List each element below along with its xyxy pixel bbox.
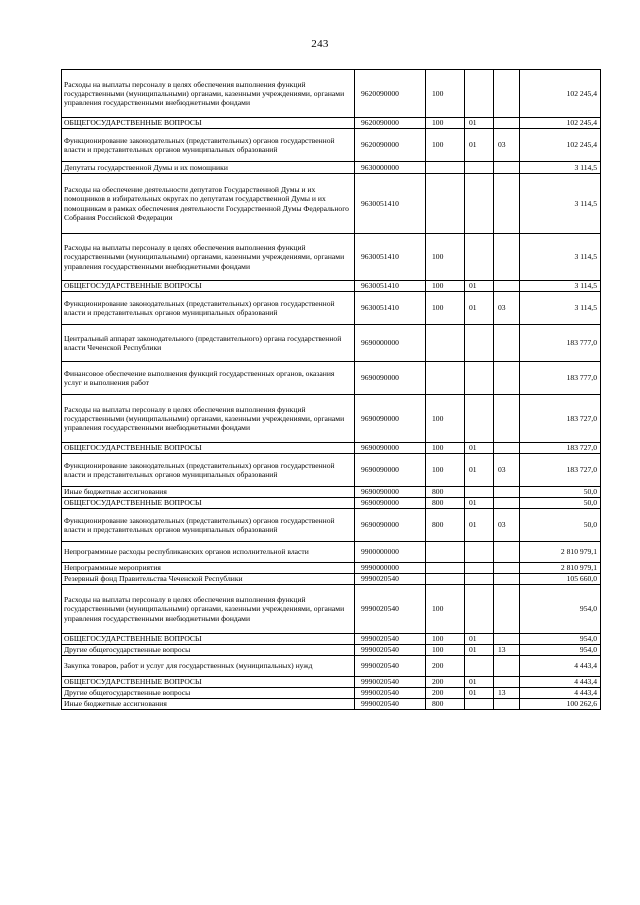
- cell-subsection: [494, 395, 520, 443]
- cell-section: [465, 699, 494, 710]
- cell-section: 01: [465, 292, 494, 325]
- page-number: 243: [311, 38, 329, 50]
- cell-subsection: [494, 234, 520, 281]
- cell-subsection: [494, 699, 520, 710]
- cell-section: 01: [465, 281, 494, 292]
- cell-expense-type: [426, 174, 465, 234]
- cell-code: 9630051410: [355, 292, 426, 325]
- cell-section: 01: [465, 688, 494, 699]
- cell-subsection: 03: [494, 129, 520, 162]
- cell-amount: 2 810 979,1: [520, 563, 601, 574]
- cell-section: [465, 234, 494, 281]
- cell-amount: 50,0: [520, 498, 601, 509]
- cell-expense-type: [426, 563, 465, 574]
- cell-section: [465, 542, 494, 563]
- cell-expense-type: 200: [426, 688, 465, 699]
- cell-section: 01: [465, 645, 494, 656]
- cell-name: ОБЩЕГОСУДАРСТВЕННЫЕ ВОПРОСЫ: [62, 634, 355, 645]
- cell-section: [465, 585, 494, 634]
- cell-section: 01: [465, 498, 494, 509]
- cell-code: 9690090000: [355, 487, 426, 498]
- cell-expense-type: 800: [426, 699, 465, 710]
- cell-expense-type: [426, 162, 465, 174]
- table-row: [62, 281, 601, 292]
- cell-subsection: [494, 563, 520, 574]
- cell-subsection: [494, 634, 520, 645]
- cell-section: 01: [465, 443, 494, 454]
- cell-subsection: 03: [494, 292, 520, 325]
- cell-subsection: [494, 542, 520, 563]
- cell-amount: 954,0: [520, 645, 601, 656]
- table-row: [62, 395, 601, 443]
- budget-table: [61, 69, 601, 710]
- cell-code: 9620090000: [355, 70, 426, 118]
- cell-subsection: [494, 574, 520, 585]
- cell-subsection: 03: [494, 509, 520, 542]
- cell-name: ОБЩЕГОСУДАРСТВЕННЫЕ ВОПРОСЫ: [62, 443, 355, 454]
- cell-expense-type: 100: [426, 443, 465, 454]
- cell-amount: 4 443,4: [520, 656, 601, 677]
- cell-name: ОБЩЕГОСУДАРСТВЕННЫЕ ВОПРОСЫ: [62, 118, 355, 129]
- cell-code: 9990020540: [355, 645, 426, 656]
- cell-code: 9900000000: [355, 542, 426, 563]
- table-row: [62, 174, 601, 234]
- cell-expense-type: 800: [426, 498, 465, 509]
- cell-section: 01: [465, 129, 494, 162]
- cell-code: 9630051410: [355, 174, 426, 234]
- table-row: [62, 688, 601, 699]
- cell-subsection: 13: [494, 688, 520, 699]
- cell-amount: 3 114,5: [520, 281, 601, 292]
- cell-subsection: [494, 585, 520, 634]
- table-row: [62, 487, 601, 498]
- cell-code: 9990020540: [355, 656, 426, 677]
- cell-name: Непрограммные мероприятия: [62, 563, 355, 574]
- table-row: [62, 292, 601, 325]
- cell-section: [465, 395, 494, 443]
- cell-expense-type: 100: [426, 645, 465, 656]
- cell-name: Резервный фонд Правительства Чеченской Республики: [62, 574, 355, 585]
- cell-code: 9990000000: [355, 563, 426, 574]
- cell-name: Расходы на выплаты персоналу в целях обеспечения выполнения функций государственными (муниципальными) органами, казенными учреждениями, органами управления государственными внебюджетными фондами: [62, 234, 355, 281]
- cell-name: Функционирование законодательных (представительных) органов государственной власти и представительных органов муниципальных образований: [62, 292, 355, 325]
- cell-name: Другие общегосударственные вопросы: [62, 645, 355, 656]
- cell-amount: 50,0: [520, 509, 601, 542]
- table-row: [62, 645, 601, 656]
- cell-section: [465, 574, 494, 585]
- cell-amount: 102 245,4: [520, 118, 601, 129]
- table-row: [62, 129, 601, 162]
- cell-name: Центральный аппарат законодательного (представительного) органа государственной власти Чеченской Республики: [62, 325, 355, 362]
- cell-section: 01: [465, 509, 494, 542]
- table-row: [62, 70, 601, 118]
- cell-name: ОБЩЕГОСУДАРСТВЕННЫЕ ВОПРОСЫ: [62, 498, 355, 509]
- cell-name: ОБЩЕГОСУДАРСТВЕННЫЕ ВОПРОСЫ: [62, 281, 355, 292]
- cell-name: Депутаты государственной Думы и их помощники: [62, 162, 355, 174]
- cell-code: 9630051410: [355, 234, 426, 281]
- cell-section: [465, 70, 494, 118]
- cell-expense-type: 100: [426, 129, 465, 162]
- cell-code: 9690090000: [355, 395, 426, 443]
- cell-subsection: [494, 362, 520, 395]
- table-row: [62, 677, 601, 688]
- cell-name: Расходы на обеспечение деятельности депутатов Государственной Думы и их помощников в избирательных округах по депутатам государственной Думы и их помощникам в рамках обеспечения деятельности Государственной Думы Федерального Собрания Российской Федерации: [62, 174, 355, 234]
- cell-expense-type: 100: [426, 118, 465, 129]
- cell-subsection: [494, 443, 520, 454]
- cell-name: Функционирование законодательных (представительных) органов государственной власти и представительных органов муниципальных образований: [62, 454, 355, 487]
- cell-expense-type: 200: [426, 656, 465, 677]
- cell-amount: 183 777,0: [520, 325, 601, 362]
- cell-name: Иные бюджетные ассигнования: [62, 699, 355, 710]
- cell-amount: 183 727,0: [520, 454, 601, 487]
- cell-section: [465, 362, 494, 395]
- cell-amount: 50,0: [520, 487, 601, 498]
- cell-name: Другие общегосударственные вопросы: [62, 688, 355, 699]
- cell-section: [465, 656, 494, 677]
- table-row: [62, 162, 601, 174]
- cell-expense-type: 200: [426, 677, 465, 688]
- table-row: [62, 325, 601, 362]
- table-row: [62, 443, 601, 454]
- cell-amount: 183 777,0: [520, 362, 601, 395]
- cell-subsection: [494, 70, 520, 118]
- cell-expense-type: 100: [426, 454, 465, 487]
- cell-code: 9990020540: [355, 699, 426, 710]
- cell-name: Расходы на выплаты персоналу в целях обеспечения выполнения функций государственными (муниципальными) органами, казенными учреждениями, органами управления государственными внебюджетными фондами: [62, 395, 355, 443]
- cell-expense-type: [426, 362, 465, 395]
- cell-section: 01: [465, 118, 494, 129]
- cell-amount: 954,0: [520, 585, 601, 634]
- cell-subsection: 03: [494, 454, 520, 487]
- cell-subsection: [494, 498, 520, 509]
- cell-amount: 102 245,4: [520, 129, 601, 162]
- cell-code: 9990020540: [355, 574, 426, 585]
- table-row: [62, 498, 601, 509]
- table-row: [62, 234, 601, 281]
- cell-subsection: [494, 656, 520, 677]
- cell-subsection: [494, 677, 520, 688]
- table-row: [62, 542, 601, 563]
- cell-amount: 4 443,4: [520, 688, 601, 699]
- cell-code: 9690090000: [355, 498, 426, 509]
- cell-name: Непрограммные расходы республиканских органов исполнительной власти: [62, 542, 355, 563]
- cell-amount: 2 810 979,1: [520, 542, 601, 563]
- cell-section: 01: [465, 634, 494, 645]
- cell-section: [465, 563, 494, 574]
- cell-code: 9690090000: [355, 362, 426, 395]
- cell-expense-type: 100: [426, 395, 465, 443]
- table-row: [62, 118, 601, 129]
- cell-section: [465, 325, 494, 362]
- cell-name: Расходы на выплаты персоналу в целях обеспечения выполнения функций государственными (муниципальными) органами, казенными учреждениями, органами управления государственными внебюджетными фондами: [62, 70, 355, 118]
- cell-expense-type: [426, 574, 465, 585]
- cell-code: 9620090000: [355, 129, 426, 162]
- cell-section: 01: [465, 454, 494, 487]
- cell-amount: 100 262,6: [520, 699, 601, 710]
- cell-subsection: [494, 118, 520, 129]
- cell-code: 9690090000: [355, 454, 426, 487]
- table-row: [62, 585, 601, 634]
- cell-expense-type: [426, 325, 465, 362]
- table-row: [62, 634, 601, 645]
- cell-code: 9990020540: [355, 688, 426, 699]
- cell-subsection: [494, 325, 520, 362]
- cell-amount: 3 114,5: [520, 292, 601, 325]
- cell-amount: 3 114,5: [520, 174, 601, 234]
- cell-code: 9690000000: [355, 325, 426, 362]
- table-row: [62, 699, 601, 710]
- cell-subsection: [494, 281, 520, 292]
- cell-name: ОБЩЕГОСУДАРСТВЕННЫЕ ВОПРОСЫ: [62, 677, 355, 688]
- table-row: [62, 563, 601, 574]
- table-row: [62, 574, 601, 585]
- cell-amount: 3 114,5: [520, 162, 601, 174]
- cell-expense-type: 100: [426, 234, 465, 281]
- cell-code: 9630000000: [355, 162, 426, 174]
- cell-expense-type: 100: [426, 585, 465, 634]
- cell-code: 9990020540: [355, 634, 426, 645]
- cell-name: Закупка товаров, работ и услуг для государственных (муниципальных) нужд: [62, 656, 355, 677]
- cell-section: 01: [465, 677, 494, 688]
- cell-amount: 3 114,5: [520, 234, 601, 281]
- cell-section: [465, 487, 494, 498]
- cell-name: Финансовое обеспечение выполнения функций государственных органов, оказания услуг и выполнения работ: [62, 362, 355, 395]
- cell-code: 9990020540: [355, 677, 426, 688]
- cell-code: 9690090000: [355, 443, 426, 454]
- cell-section: [465, 162, 494, 174]
- cell-subsection: [494, 174, 520, 234]
- table-row: [62, 656, 601, 677]
- cell-code: 9630051410: [355, 281, 426, 292]
- cell-section: [465, 174, 494, 234]
- cell-amount: 183 727,0: [520, 395, 601, 443]
- cell-code: 9690090000: [355, 509, 426, 542]
- cell-amount: 105 660,0: [520, 574, 601, 585]
- cell-expense-type: 100: [426, 292, 465, 325]
- cell-amount: 954,0: [520, 634, 601, 645]
- table-row: [62, 454, 601, 487]
- cell-name: Функционирование законодательных (представительных) органов государственной власти и представительных органов муниципальных образований: [62, 509, 355, 542]
- cell-subsection: [494, 487, 520, 498]
- cell-name: Функционирование законодательных (представительных) органов государственной власти и представительных органов муниципальных образований: [62, 129, 355, 162]
- cell-name: Иные бюджетные ассигнования: [62, 487, 355, 498]
- cell-subsection: [494, 162, 520, 174]
- table-row: [62, 362, 601, 395]
- cell-subsection: 13: [494, 645, 520, 656]
- cell-amount: 102 245,4: [520, 70, 601, 118]
- cell-amount: 4 443,4: [520, 677, 601, 688]
- cell-expense-type: 800: [426, 487, 465, 498]
- cell-expense-type: 100: [426, 281, 465, 292]
- cell-code: 9620090000: [355, 118, 426, 129]
- cell-expense-type: [426, 542, 465, 563]
- cell-amount: 183 727,0: [520, 443, 601, 454]
- cell-name: Расходы на выплаты персоналу в целях обеспечения выполнения функций государственными (муниципальными) органами, казенными учреждениями, органами управления государственными внебюджетными фондами: [62, 585, 355, 634]
- table-row: [62, 509, 601, 542]
- cell-expense-type: 100: [426, 70, 465, 118]
- cell-expense-type: 800: [426, 509, 465, 542]
- cell-code: 9990020540: [355, 585, 426, 634]
- cell-expense-type: 100: [426, 634, 465, 645]
